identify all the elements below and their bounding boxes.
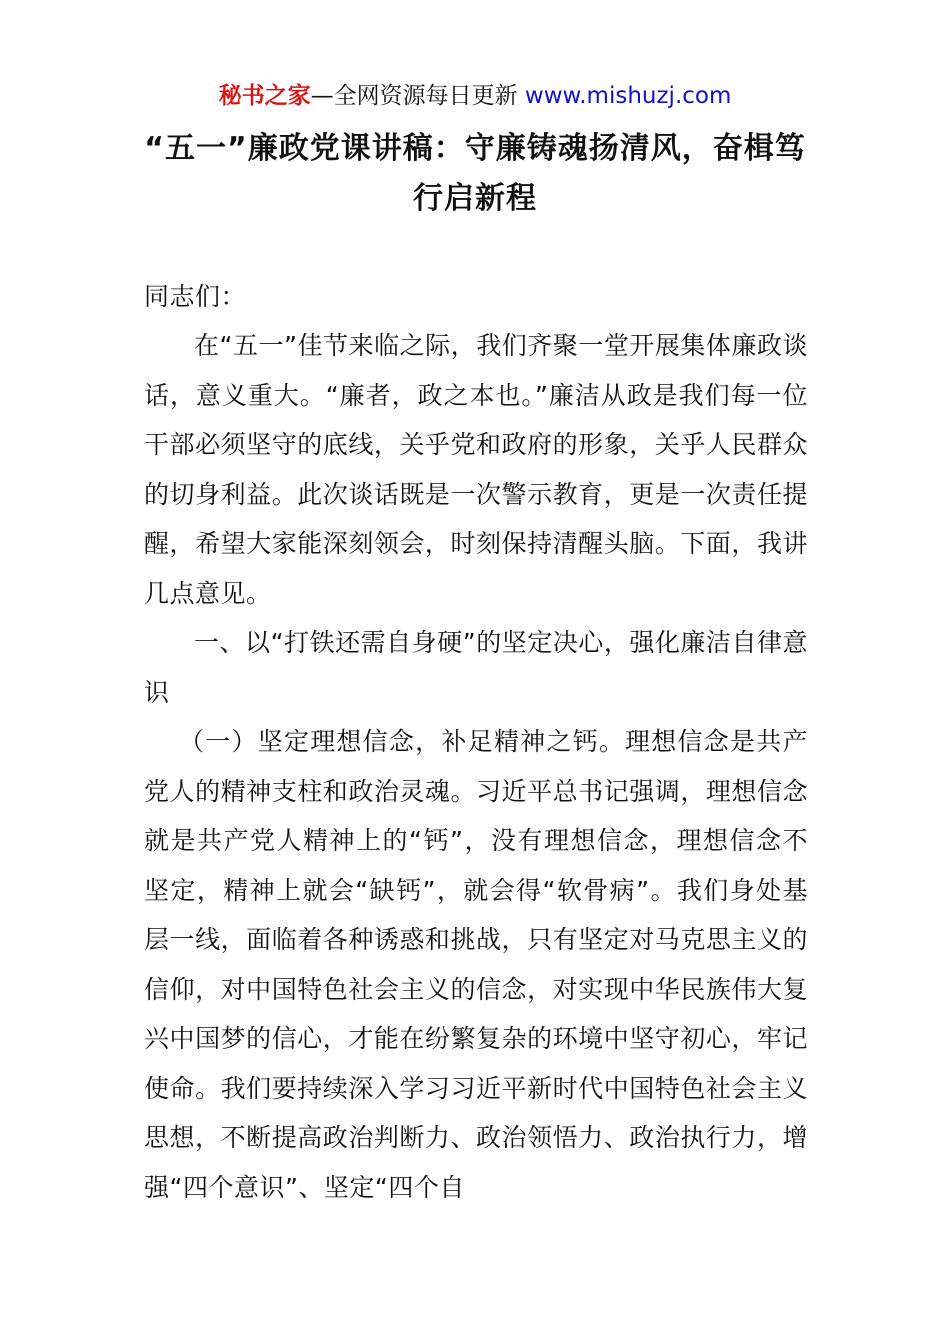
section-heading-1: 一、以“打铁还需自身硬”的坚定决心，强化廉洁自律意识 [144, 628, 808, 707]
document-title: “五一”廉政党课讲稿：守廉铸魂扬清风，奋楫笃行启新程 [144, 131, 806, 216]
site-header [0, 80, 950, 112]
site-url-link[interactable]: www.mishuzj.com [524, 83, 732, 109]
intro-paragraph: 在“五一”佳节来临之际，我们齐聚一堂开展集体廉政谈话，意义重大。“廉者，政之本也。”廉洁从政是我们每一位干部必须坚守的底线，关乎党和政府的形象，关乎人民群众的切身利益。此次谈话既是一次警示教育，更是一次责任提醒，希望大家能深刻领会，时刻保持清醒头脑。下面，我讲几点意见。 [144, 331, 808, 608]
site-name: 秘书之家 [218, 83, 311, 109]
header-tagline: —全网资源每日更新 [310, 83, 518, 109]
salutation: 同志们： [144, 282, 247, 311]
body-paragraph: （一）坚定理想信念，补足精神之钙。理想信念是共产党人的精神支柱和政治灵魂。习近平总书记强调，理想信念就是共产党人精神上的“钙”，没有理想信念，理想信念不坚定，精神上就会“缺钙”，就会得“软骨病”。我们身处基层一线，面临着各种诱惑和挑战，只有坚定对马克思主义的信仰，对中国特色社会主义的信念，对实现中华民族伟大复兴中国梦的信心，才能在纷繁复杂的环境中坚守初心，牢记使命。我们要持续深入学习习近平新时代中国特色社会主义思想，不断提高政治判断力、政治领悟力、政治执行力，增强“四个意识”、坚定“四个自 [144, 727, 808, 1202]
